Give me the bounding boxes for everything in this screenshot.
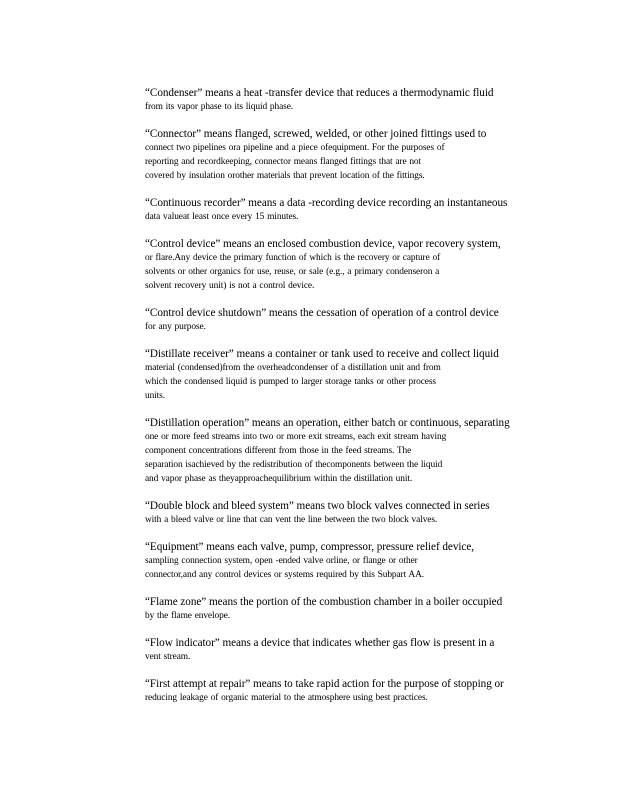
definition-term-line: “Connector” means flanged, screwed, welded, or other joined fittings used to xyxy=(145,128,487,140)
definition-text-line: connector,and any control devices or systems required by this Subpart AA. xyxy=(145,570,424,580)
definition-text-line: solvents or other organics for use, reuse, or sale (e.g., a primary condenseron a xyxy=(145,267,440,277)
definitions-list xyxy=(145,86,545,718)
definition-term-line: “Distillation operation” means an operation, either batch or continuous, separating xyxy=(145,417,510,429)
definition-text-line: connect two pipelines ora pipeline and a piece ofequipment. For the purposes of xyxy=(145,143,445,153)
definition-term-line: “Flow indicator” means a device that indicates whether gas flow is present in a xyxy=(145,637,495,649)
definition-paragraph xyxy=(145,416,545,486)
definition-paragraph xyxy=(145,127,545,183)
definition-term-line: “Control device” means an enclosed combustion device, vapor recovery system, xyxy=(145,238,501,250)
definition-term-line: “First attempt at repair” means to take rapid action for the purpose of stopping or xyxy=(145,678,504,690)
definition-text-line: material (condensed)from the overheadcondenser of a distillation unit and from xyxy=(145,363,441,373)
definition-text-line: covered by insulation orother materials that prevent location of the fittings. xyxy=(145,171,425,181)
definition-text-line: from its vapor phase to its liquid phase. xyxy=(145,102,293,112)
definition-term-line: “Flame zone” means the portion of the combustion chamber in a boiler occupied xyxy=(145,596,503,608)
definition-text-line: for any purpose. xyxy=(145,322,206,332)
definition-term-line: “Continuous recorder” means a data -recording device recording an instantaneous xyxy=(145,197,508,209)
definition-term-line: “Condenser” means a heat -transfer device that reduces a thermodynamic fluid xyxy=(145,87,494,99)
definition-text-line: component concentrations different from those in the feed streams. The xyxy=(145,446,412,456)
definition-text-line: and vapor phase as theyapproachequilibrium within the distillation unit. xyxy=(145,474,413,484)
definition-paragraph xyxy=(145,306,545,334)
definition-paragraph xyxy=(145,237,545,293)
definition-term-line: “Equipment” means each valve, pump, compressor, pressure relief device, xyxy=(145,541,475,553)
definition-term-line: “Double block and bleed system” means two block valves connected in series xyxy=(145,500,490,512)
definition-paragraph xyxy=(145,677,545,705)
definition-term-line: “Distillate receiver” means a container or tank used to receive and collect liquid xyxy=(145,348,499,360)
definition-term-line: “Control device shutdown” means the cessation of operation of a control device xyxy=(145,307,499,319)
definition-text-line: reducing leakage of organic material to the atmosphere using best practices. xyxy=(145,693,428,703)
definition-text-line: one or more feed streams into two or more exit streams, each exit stream having xyxy=(145,432,447,442)
definition-paragraph xyxy=(145,196,545,224)
definition-text-line: which the condensed liquid is pumped to larger storage tanks or other process xyxy=(145,377,436,387)
definition-text-line: by the flame envelope. xyxy=(145,611,230,621)
definition-text-line: solvent recovery unit) is not a control device. xyxy=(145,281,315,291)
definition-text-line: sampling connection system, open -ended valve orline, or flange or other xyxy=(145,556,418,566)
definition-paragraph xyxy=(145,595,545,623)
definition-text-line: vent stream. xyxy=(145,652,191,662)
definition-text-line: separation isachieved by the redistribution of thecomponents between the liquid xyxy=(145,460,443,470)
definition-text-line: with a bleed valve or line that can vent the line between the two block valves. xyxy=(145,515,438,525)
definition-paragraph xyxy=(145,499,545,527)
definition-paragraph xyxy=(145,86,545,114)
definition-paragraph xyxy=(145,540,545,582)
definition-text-line: reporting and recordkeeping, connector means flanged fittings that are not xyxy=(145,157,422,167)
definition-paragraph xyxy=(145,347,545,403)
definition-paragraph xyxy=(145,636,545,664)
definition-text-line: data valueat least once every 15 minutes. xyxy=(145,212,299,222)
definition-text-line: or flare.Any device the primary function of which is the recovery or capture of xyxy=(145,253,441,263)
definition-text-line: units. xyxy=(145,391,165,401)
